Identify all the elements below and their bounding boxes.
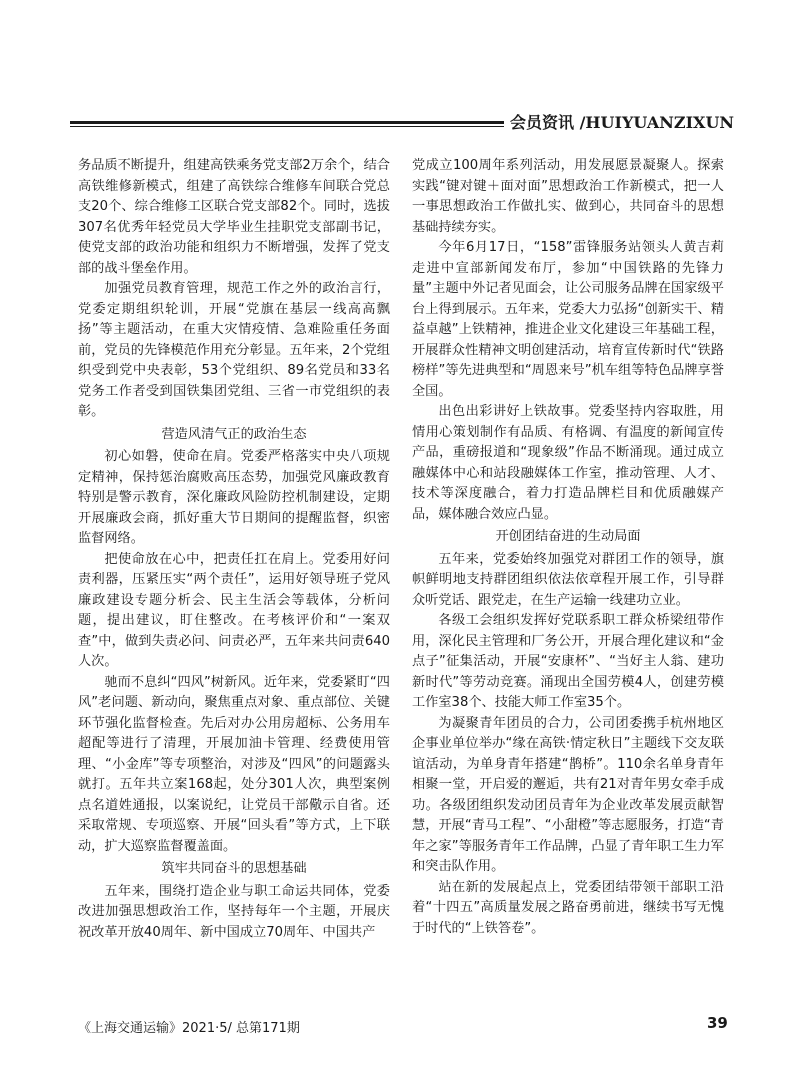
paragraph: 务品质不断提升，组建高铁乘务党支部2万余个，结合高铁维修新模式，组建了高铁综合维修车间联合党总支20个、综合维修工区联合党支部82个。同时，选拔307名优秀年轻党员大学毕业生挂职党支部副书记，使党支部的政治功能和组织力不断增强，发挥了党支部的战斗堡垒作用。 xyxy=(78,158,390,276)
left-column xyxy=(78,156,390,943)
header-rule xyxy=(70,121,504,124)
section-heading: 筑牢共同奋斗的思想基础 xyxy=(161,861,307,876)
paragraph: 党成立100周年系列活动，用发展愿景凝聚人。探索实践“键对键＋面对面”思想政治工作新模式，把一人一事思想政治工作做扎实、做到心，共同奋斗的思想基础持续夯实。 xyxy=(412,158,724,235)
paragraph: 加强党员教育管理，规范工作之外的政治言行，党委定期组织轮训，开展“党旗在基层一线高高飘扬”等主题活动，在重大灾情疫情、急难险重任务面前，党员的先锋模范作用充分彰显。五年来，2个党组织受到党中央表彰，53个党组织、89名党员和33名党务工作者受到国铁集团党组、三省一市党组织的表彰。 xyxy=(78,281,390,419)
article-body xyxy=(78,156,726,1026)
paragraph: 今年6月17日，“158”雷锋服务站领头人黄吉莉走进中宣部新闻发布厅，参加“中国铁路的先锋力量”主题中外记者见面会，让公司服务品牌在国家级平台上得到展示。五年来，党委大力弘扬“创新实干、精益卓越”上铁精神，推进企业文化建设三年基础工程，开展群众性精神文明创建活动，培育宣传新时代“铁路榜样”等先进典型和“周恩来号”机车组等特色品牌享誉全国。 xyxy=(412,240,724,399)
paragraph: 站在新的发展起点上，党委团结带领干部职工沿着“十四五”高质量发展之路奋勇前进，继续书写无愧于时代的“上铁答卷”。 xyxy=(412,879,724,936)
header-rule-thin xyxy=(70,126,504,127)
paragraph: 初心如磐，使命在肩。党委严格落实中央八项规定精神，保持惩治腐败高压态势，加强党风廉政教育特别是警示教育，深化廉政风险防控机制建设，定期开展廉政会商，抓好重大节日期间的提醒监督，织密监督网络。 xyxy=(78,449,390,546)
paragraph: 各级工会组织发挥好党联系职工群众桥梁纽带作用，深化民主管理和厂务公开，开展合理化建议和“金点子”征集活动，开展“安康杯”、“当好主人翁、建功新时代”等劳动竞赛。涌现出全国劳模4人，创建劳模工作室38个、技能大师工作室35个。 xyxy=(412,613,724,710)
section-heading: 营造风清气正的政治生态 xyxy=(161,426,307,442)
paragraph: 把使命放在心中，把责任扛在肩上。党委用好问责利器，压紧压实“两个责任”，运用好领导班子党风廉政建设专题分析会、民主生活会等载体，分析问题，提出建议，盯住整改。在考核评价和“一案双查”中，做到失责必问、问责必严，五年来共问责640人次。 xyxy=(78,551,390,669)
paragraph: 五年来，围绕打造企业与职工命运共同体，党委改进加强思想政治工作，坚持每年一个主题，开展庆祝改革开放40周年、新中国成立70周年、中国共产 xyxy=(78,883,390,940)
footer-journal-info: 《上海交通运输》2021·5/ 总第171期 xyxy=(78,1021,300,1036)
section-header-title: 会员资讯 /HUIYUANZIXUN xyxy=(510,113,735,132)
paragraph: 出色出彩讲好上铁故事。党委坚持内容取胜，用情用心策划制作有品质、有格调、有温度的新闻宣传产品，重磅报道和“现象级”作品不断涌现。通过成立融媒体中心和站段融媒体工作室，推动管理、人才、技术等深度融合，着力打造品牌栏目和优质融媒产品，媒体融合效应凸显。 xyxy=(412,404,724,522)
paragraph: 为凝聚青年团员的合力，公司团委携手杭州地区企事业单位举办“缘在高铁·情定秋日”主题线下交友联谊活动，为单身青年搭建“鹊桥”。110余名单身青年相聚一堂，开启爱的邂逅，共有21对青年男女牵手成功。各级团组织发动团员青年为企业改革发展贡献智慧，开展“青马工程”、“小甜橙”等志愿服务，打造“青年之家”等服务青年工作品牌，凸显了青年职工生力军和突击队作用。 xyxy=(412,715,724,874)
right-column xyxy=(412,156,724,939)
page-number: 39 xyxy=(707,1014,728,1032)
paragraph: 驰而不息纠“四风”树新风。近年来，党委紧盯“四风”老问题、新动向，聚焦重点对象、重点部位、关键环节强化监督检查。先后对办公用房超标、公务用车超配等进行了清理，开展加油卡管理、经费使用管理、“小金库”等专项整治，对涉及“四风”的问题露头就打。五年共立案168起，处分301人次，典型案例点名道姓通报，以案说纪，让党员干部儆示自省。还采取常规、专项巡察、开展“回头看”等方式，上下联动，扩大巡察监督覆盖面。 xyxy=(78,674,390,854)
paragraph: 五年来，党委始终加强党对群团工作的领导，旗帜鲜明地支持群团组织依法依章程开展工作，引导群众听党话、跟党走，在生产运输一线建功立业。 xyxy=(412,551,724,608)
section-heading: 开创团结奋进的生动局面 xyxy=(495,529,641,544)
